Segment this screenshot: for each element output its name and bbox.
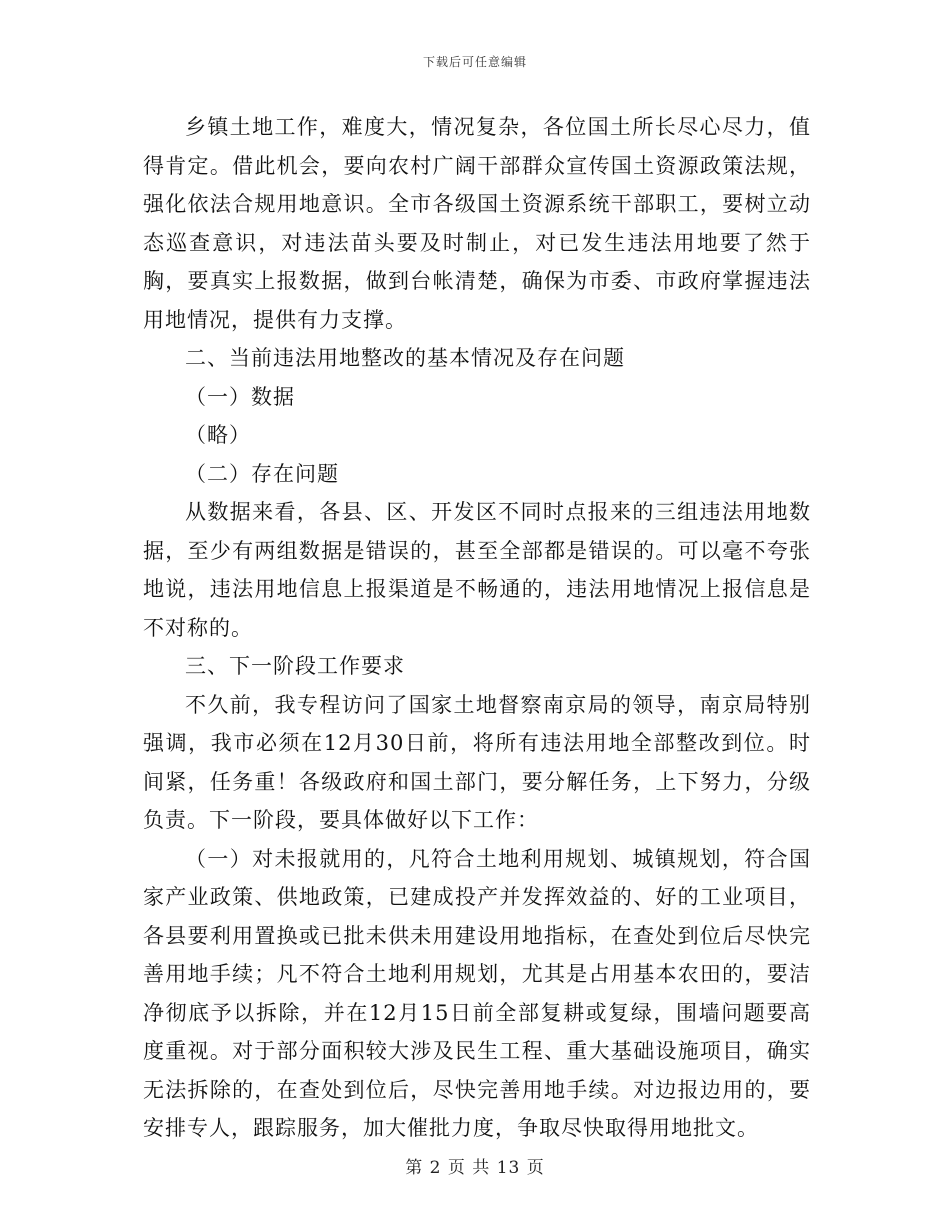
subsection-heading-data: （一）数据 — [185, 384, 295, 409]
paragraph-2: 从数据来看，各县、区、开发区不同时点报来的三组违法用地数据，至少有两组数据是错误的，甚至全部都是错误的。可以毫不夸张地说，违法用地信息上报渠道是不畅通的，违法用地情况上报信息是不对称的。 — [143, 500, 811, 640]
paragraph-4: （一）对未报就用的，凡符合土地利用规划、城镇规划，符合国家产业政策、供地政策，已建成投产并发挥效益的、好的工业项目，各县要利用置换或已批未供未用建设用地指标，在查处到位后尽快完善用地手续；凡不符合土地利用规划，尤其是占用基本农田的，要洁净彻底予以拆除，并在12月15日前全部复耕或复绿，围墙问题要高度重视。对于部分面积较大涉及民生工程、重大基础设施项目，确实无法拆除的，在查处到位后，尽快完善用地手续。对边报边用的，要安排专人，跟踪服务，加大催批力度，争取尽快取得用地批文。 — [143, 846, 811, 1140]
page-number-footer: 第 2 页 共 13 页 — [405, 1158, 545, 1178]
paragraph-3: 不久前，我专程访问了国家土地督察南京局的领导，南京局特别强调，我市必须在12月30日前，将所有违法用地全部整改到位。时间紧，任务重！各级政府和国土部门，要分解任务，上下努力，分级负责。下一阶段，要具体做好以下工作： — [143, 692, 811, 832]
subsection-heading-problems: （二）存在问题 — [185, 461, 339, 486]
subsection-body-omitted: （略） — [185, 423, 251, 447]
header-note: 下载后可任意编辑 — [422, 55, 527, 69]
paragraph-1: 乡镇土地工作，难度大，情况复杂，各位国土所长尽心尽力，值得肯定。借此机会，要向农村广阔干部群众宣传国土资源政策法规，强化依法合规用地意识。全市各级国土资源系统干部职工，要树立动态巡查意识，对违法苗头要及时制止，对已发生违法用地要了然于胸，要真实上报数据，做到台帐清楚，确保为市委、市政府掌握违法用地情况，提供有力支撑。 — [143, 115, 811, 332]
document-body — [143, 108, 811, 1148]
section-heading-3: 三、下一阶段工作要求 — [185, 654, 405, 678]
section-heading-2: 二、当前违法用地整改的基本情况及存在问题 — [185, 346, 625, 370]
